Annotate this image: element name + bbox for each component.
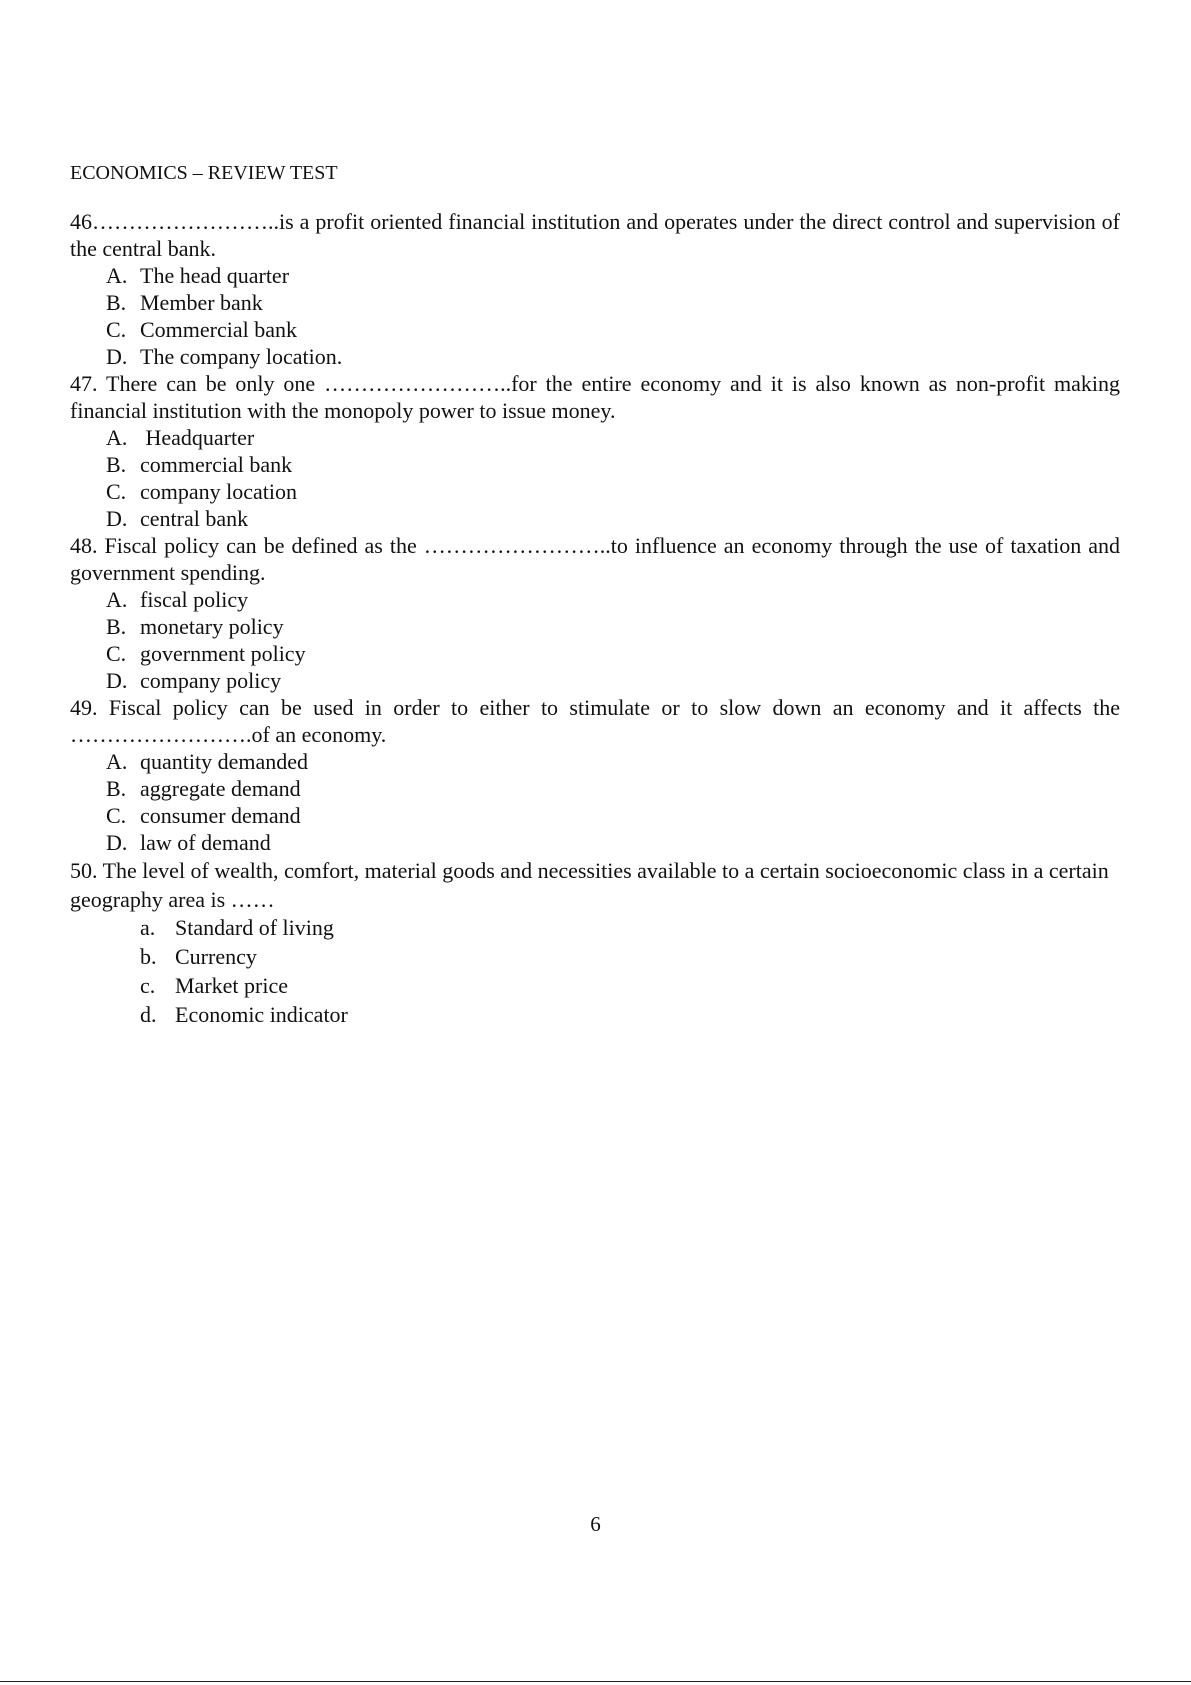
option-item	[70, 748, 1120, 775]
question-text: 48. Fiscal policy can be defined as the ……………………..to influence an economy through the use of taxation and government spending.	[70, 533, 1120, 585]
option-letter: b.	[140, 944, 157, 969]
option-item	[70, 802, 1120, 829]
document-page	[70, 160, 1120, 1030]
option-item	[70, 914, 1120, 943]
option-text: company policy	[140, 668, 282, 693]
bottom-divider	[0, 1681, 1191, 1682]
option-letter: D.	[106, 344, 128, 369]
option-letter: D.	[106, 830, 128, 855]
option-letter: B.	[106, 614, 127, 639]
option-letter: B.	[106, 290, 127, 315]
option-item	[70, 262, 1120, 289]
option-item	[70, 316, 1120, 343]
option-text: central bank	[140, 506, 249, 531]
page-number: 6	[590, 1512, 601, 1536]
option-text: fiscal policy	[140, 587, 249, 612]
option-list	[70, 262, 1120, 370]
option-item	[70, 478, 1120, 505]
option-letter: a.	[140, 915, 156, 940]
option-text: law of demand	[140, 830, 271, 855]
option-text: commercial bank	[140, 452, 293, 477]
option-item	[70, 972, 1120, 1001]
option-letter: C.	[106, 641, 127, 666]
option-text: company location	[140, 479, 298, 504]
option-item	[70, 829, 1120, 856]
question-block	[70, 532, 1120, 694]
page-header: ECONOMICS – REVIEW TEST	[70, 162, 338, 184]
option-text: aggregate demand	[140, 776, 301, 801]
option-item	[70, 505, 1120, 532]
option-letter: B.	[106, 452, 127, 477]
question-block	[70, 370, 1120, 532]
question-block	[70, 856, 1120, 1030]
option-list	[70, 586, 1120, 694]
option-text: Headquarter	[140, 425, 255, 450]
option-text: Currency	[175, 944, 257, 969]
option-letter: C.	[106, 803, 127, 828]
option-text: The head quarter	[140, 263, 290, 288]
option-text: consumer demand	[140, 803, 301, 828]
option-letter: B.	[106, 776, 127, 801]
option-text: Commercial bank	[140, 317, 298, 342]
option-item	[70, 1001, 1120, 1030]
option-letter: D.	[106, 506, 128, 531]
option-item	[70, 451, 1120, 478]
option-text: Economic indicator	[175, 1002, 348, 1027]
option-item	[70, 586, 1120, 613]
option-text: monetary policy	[140, 614, 284, 639]
option-item	[70, 943, 1120, 972]
option-letter: A.	[106, 263, 128, 288]
option-item	[70, 640, 1120, 667]
option-letter: d.	[140, 1002, 157, 1027]
option-letter: A.	[106, 587, 128, 612]
option-item	[70, 613, 1120, 640]
option-list	[70, 914, 1120, 1030]
option-letter: D.	[106, 668, 128, 693]
option-letter: C.	[106, 317, 127, 342]
question-block	[70, 694, 1120, 856]
option-text: Standard of living	[175, 915, 334, 940]
option-text: Member bank	[140, 290, 263, 315]
option-list	[70, 424, 1120, 532]
question-text: 46……………………..is a profit oriented financial institution and operates under the direct control and supervision of the central bank.	[70, 209, 1120, 261]
option-letter: A.	[106, 425, 128, 450]
question-text: 47. There can be only one ……………………..for the entire economy and it is also known as non-profit making financial institution with the monopoly power to issue money.	[70, 371, 1120, 423]
option-item	[70, 343, 1120, 370]
option-item	[70, 289, 1120, 316]
option-item	[70, 775, 1120, 802]
option-text: The company location.	[140, 344, 343, 369]
option-text: government policy	[140, 641, 306, 666]
option-text: Market price	[175, 973, 288, 998]
option-letter: c.	[140, 973, 156, 998]
option-list	[70, 748, 1120, 856]
question-text: 50. The level of wealth, comfort, material goods and necessities available to a certain socioeconomic class in a certain geography area is ……	[70, 858, 1109, 912]
option-item	[70, 667, 1120, 694]
option-letter: C.	[106, 479, 127, 504]
option-text: quantity demanded	[140, 749, 309, 774]
option-letter: A.	[106, 749, 128, 774]
question-text: 49. Fiscal policy can be used in order to either to stimulate or to slow down an economy and it affects the …………………….of an economy.	[70, 695, 1120, 747]
option-item	[70, 424, 1120, 451]
question-block	[70, 208, 1120, 370]
